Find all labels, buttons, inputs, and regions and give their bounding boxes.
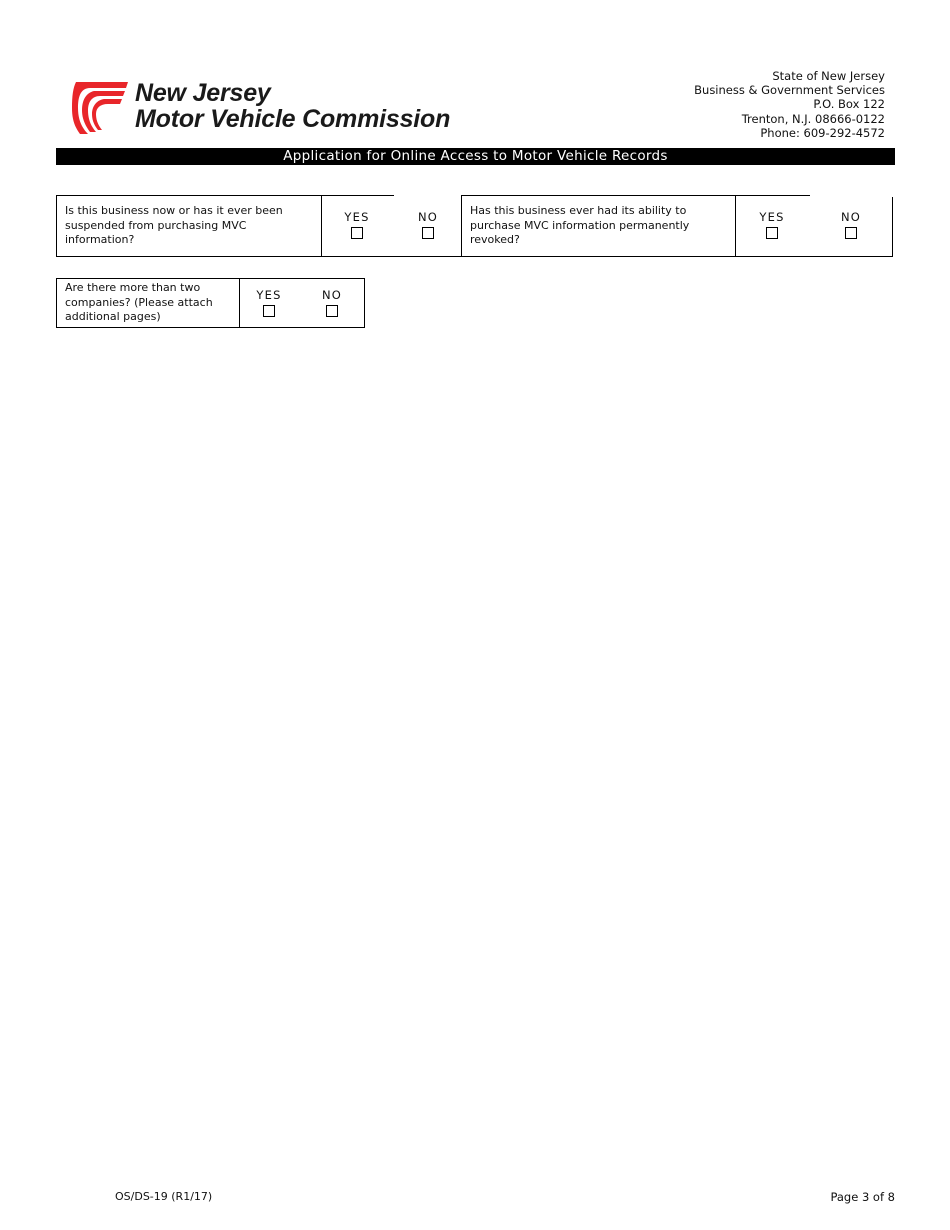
no-label: NO [417, 210, 439, 224]
yes-option [752, 210, 792, 239]
yes-checkbox[interactable] [766, 227, 778, 239]
question-multiple-companies [56, 278, 365, 328]
no-option [831, 210, 871, 239]
question-text: Are there more than two companies? (Please attach additional pages) [57, 279, 240, 327]
no-label: NO [840, 210, 862, 224]
no-checkbox[interactable] [845, 227, 857, 239]
address-line-city: Trenton, N.J. 08666-0122 [741, 111, 885, 126]
no-checkbox[interactable] [422, 227, 434, 239]
yes-label: YES [759, 210, 785, 224]
question-revoked [461, 195, 893, 257]
form-title: Application for Online Access to Motor Vehicle Records [56, 148, 895, 165]
yes-option [249, 288, 289, 317]
org-name-line2: Motor Vehicle Commission [135, 105, 451, 133]
yes-label: YES [256, 288, 282, 302]
nj-mvc-logo-icon [70, 80, 130, 134]
question-suspended [56, 195, 462, 257]
address-line-state: State of New Jersey [772, 69, 885, 83]
address-line-pobox: P.O. Box 122 [813, 97, 885, 112]
yes-label: YES [344, 210, 370, 224]
border-gap [810, 194, 894, 197]
agency-address [694, 69, 885, 140]
page-number: Page 3 of 8 [830, 1190, 895, 1204]
answer-options [736, 196, 892, 256]
no-option [408, 210, 448, 239]
answer-options [322, 196, 461, 256]
no-option [312, 288, 352, 317]
address-line-phone: Phone: 609-292-4572 [760, 125, 885, 140]
yes-option [337, 210, 377, 239]
border-gap [394, 194, 461, 197]
form-id: OS/DS-19 (R1/17) [115, 1190, 213, 1203]
organization-name [135, 80, 450, 132]
answer-options [240, 279, 364, 327]
org-name-line1: New Jersey [135, 79, 271, 107]
no-label: NO [321, 288, 343, 302]
address-line-division: Business & Government Services [694, 83, 885, 98]
yes-checkbox[interactable] [263, 305, 275, 317]
yes-checkbox[interactable] [351, 227, 363, 239]
no-checkbox[interactable] [326, 305, 338, 317]
question-text: Has this business ever had its ability to purchase MVC information permanently revoked? [462, 196, 736, 256]
question-text: Is this business now or has it ever been suspended from purchasing MVC information? [57, 196, 322, 256]
